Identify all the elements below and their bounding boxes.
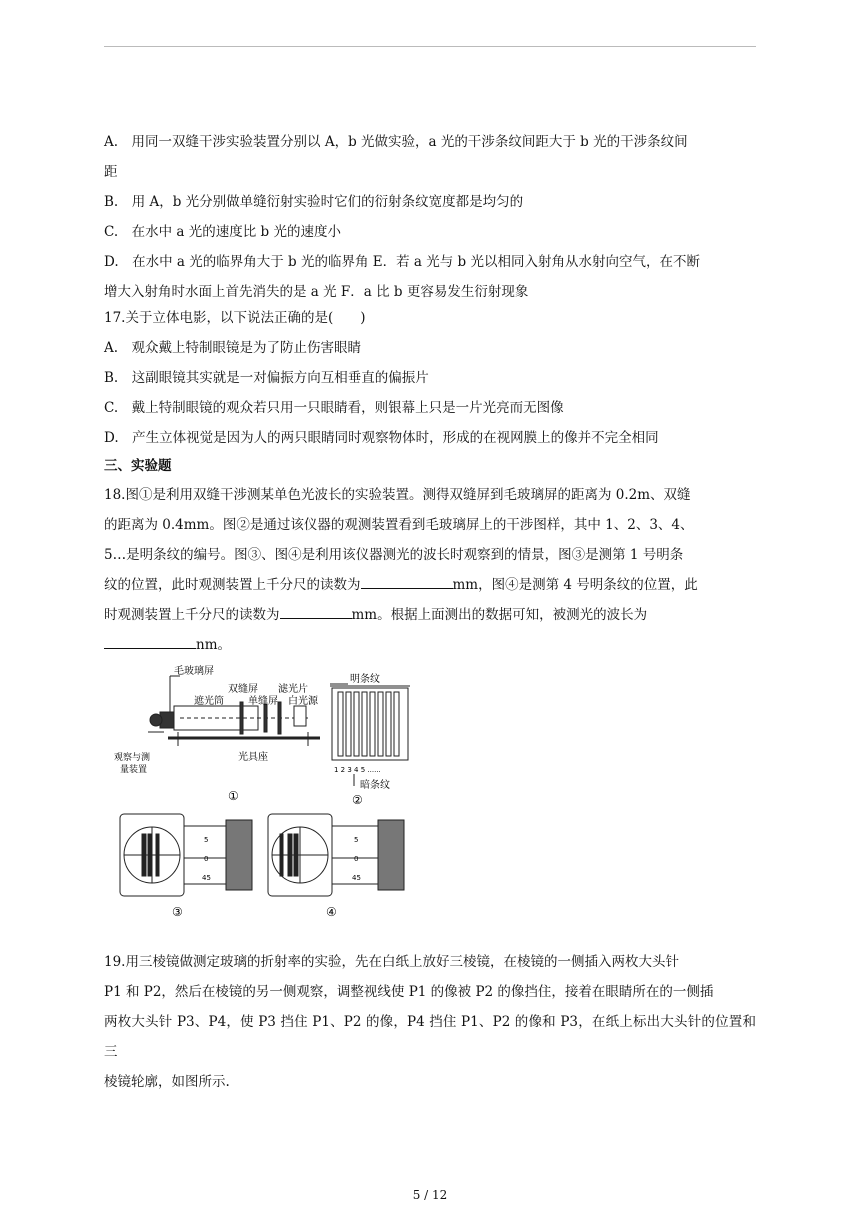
- q17-option-a: A. 观众戴上特制眼镜是为了防止伤害眼睛: [104, 340, 362, 356]
- section-heading: 三、实验题: [104, 458, 172, 474]
- label-antiao: 暗条纹: [360, 780, 390, 791]
- label-maoboli: 毛玻璃屏: [174, 666, 214, 677]
- scale-3-45: 45: [202, 874, 211, 882]
- label-fringe-numbers: 1 2 3 4 5 ......: [334, 766, 381, 774]
- label-guangju: 光具座: [238, 752, 268, 763]
- answer-blank-1[interactable]: [361, 574, 453, 589]
- figure-2-number: ②: [352, 793, 363, 807]
- micrometer-4: [268, 814, 404, 896]
- figure-1-number: ①: [228, 789, 239, 803]
- scale-3-5: 5: [204, 836, 209, 844]
- label-guancha-2: 量装置: [120, 765, 148, 775]
- label-shuangfeng: 双缝屏: [228, 684, 258, 695]
- q19: [104, 947, 756, 1097]
- q16-option-a-line1: A. 用同一双缝干涉实验装置分别以 A，b 光做实验，a 光的干涉条纹间距大于 b 光的干涉条纹间: [104, 134, 688, 150]
- q18-line5-text: 时观测装置上千分尺的读数为: [104, 607, 280, 623]
- q17: [104, 303, 756, 453]
- header-rule: [104, 46, 756, 47]
- label-lvguang: 滤光片: [278, 684, 308, 695]
- scale-3-0: 0: [204, 855, 209, 863]
- q18-line4-text: 纹的位置，此时观测装置上千分尺的读数为: [104, 577, 361, 593]
- label-danfeng: 单缝屏: [248, 696, 278, 707]
- page-number: 5 / 12: [412, 1188, 448, 1202]
- answer-blank-3[interactable]: [104, 634, 196, 649]
- scale-4-0: 0: [354, 855, 359, 863]
- q17-option-c: C. 戴上特制眼镜的观众若只用一只眼睛看，则银幕上只是一片光亮而无图像: [104, 400, 564, 416]
- q18-line6-text: nm。: [196, 637, 231, 653]
- q16-option-b: B. 用 A，b 光分别做单缝衍射实验时它们的衍射条纹宽度都是均匀的: [104, 194, 524, 210]
- figure-3-number: ③: [172, 905, 183, 919]
- q16-option-c: C. 在水中 a 光的速度比 b 光的速度小: [104, 224, 341, 240]
- q18-line5-text-b: mm。根据上面测出的数据可知，被测光的波长为: [351, 607, 648, 623]
- q18-line4-text-b: mm，图④是测第 4 号明条纹的位置，此: [452, 577, 698, 593]
- label-zheguang: 遮光筒: [194, 696, 224, 707]
- q18-line1: 18.图①是利用双缝干涉测某单色光波长的实验装置。测得双缝屏到毛玻璃屏的距离为 0.2m、双缝: [104, 487, 691, 503]
- q18-line2: 的距离为 0.4mm。图②是通过该仪器的观测装置看到毛玻璃屏上的干涉图样，其中 1、2、3、4、: [104, 517, 694, 533]
- q18: [104, 480, 756, 660]
- q16-option-d-line2: 增大入射角时水面上首先消失的是 a 光 F．a 比 b 更容易发生衍射现象: [104, 284, 529, 300]
- label-guancha-1: 观察与测: [114, 753, 151, 763]
- experiment-figure: [108, 662, 428, 924]
- q16-option-a-line2: 距: [104, 164, 118, 180]
- q16-options: [104, 127, 756, 307]
- q19-line4: 棱镜轮廓，如图所示.: [104, 1074, 230, 1090]
- q17-option-b: B. 这副眼镜其实就是一对偏振方向互相垂直的偏振片: [104, 370, 429, 386]
- q17-option-d: D. 产生立体视觉是因为人的两只眼睛同时观察物体时，形成的在视网膜上的像并不完全相同: [104, 430, 659, 446]
- label-mingtiao: 明条纹: [350, 674, 380, 685]
- scale-4-45: 45: [352, 874, 361, 882]
- label-baiguang: 白光源: [288, 696, 318, 707]
- figure-4-number: ④: [326, 905, 337, 919]
- q19-line3: 两枚大头针 P3、P4，使 P3 挡住 P1、P2 的像，P4 挡住 P1、P2 的像和 P3，在纸上标出大头针的位置和三: [104, 1014, 756, 1060]
- q19-line1: 19.用三棱镜做测定玻璃的折射率的实验，先在白纸上放好三棱镜，在棱镜的一侧插入两枚大头针: [104, 954, 679, 970]
- answer-blank-2[interactable]: [280, 604, 352, 619]
- q18-line4: [104, 570, 756, 600]
- q18-line5: [104, 600, 756, 630]
- micrometer-3: [120, 814, 252, 896]
- q17-stem: 17.关于立体电影，以下说法正确的是( ): [104, 310, 366, 326]
- q18-line6: [104, 630, 756, 660]
- scale-4-5: 5: [354, 836, 359, 844]
- q18-line3: 5…是明条纹的编号。图③、图④是利用该仪器测光的波长时观察到的情景，图③是测第 1 号明条: [104, 547, 684, 563]
- q16-option-d-line1: D. 在水中 a 光的临界角大于 b 光的临界角 E．若 a 光与 b 光以相同入射角从水射向空气，在不断: [104, 254, 700, 270]
- q19-line2: P1 和 P2，然后在棱镜的另一侧观察，调整视线使 P1 的像被 P2 的像挡住，接着在眼睛所在的一侧插: [104, 984, 714, 1000]
